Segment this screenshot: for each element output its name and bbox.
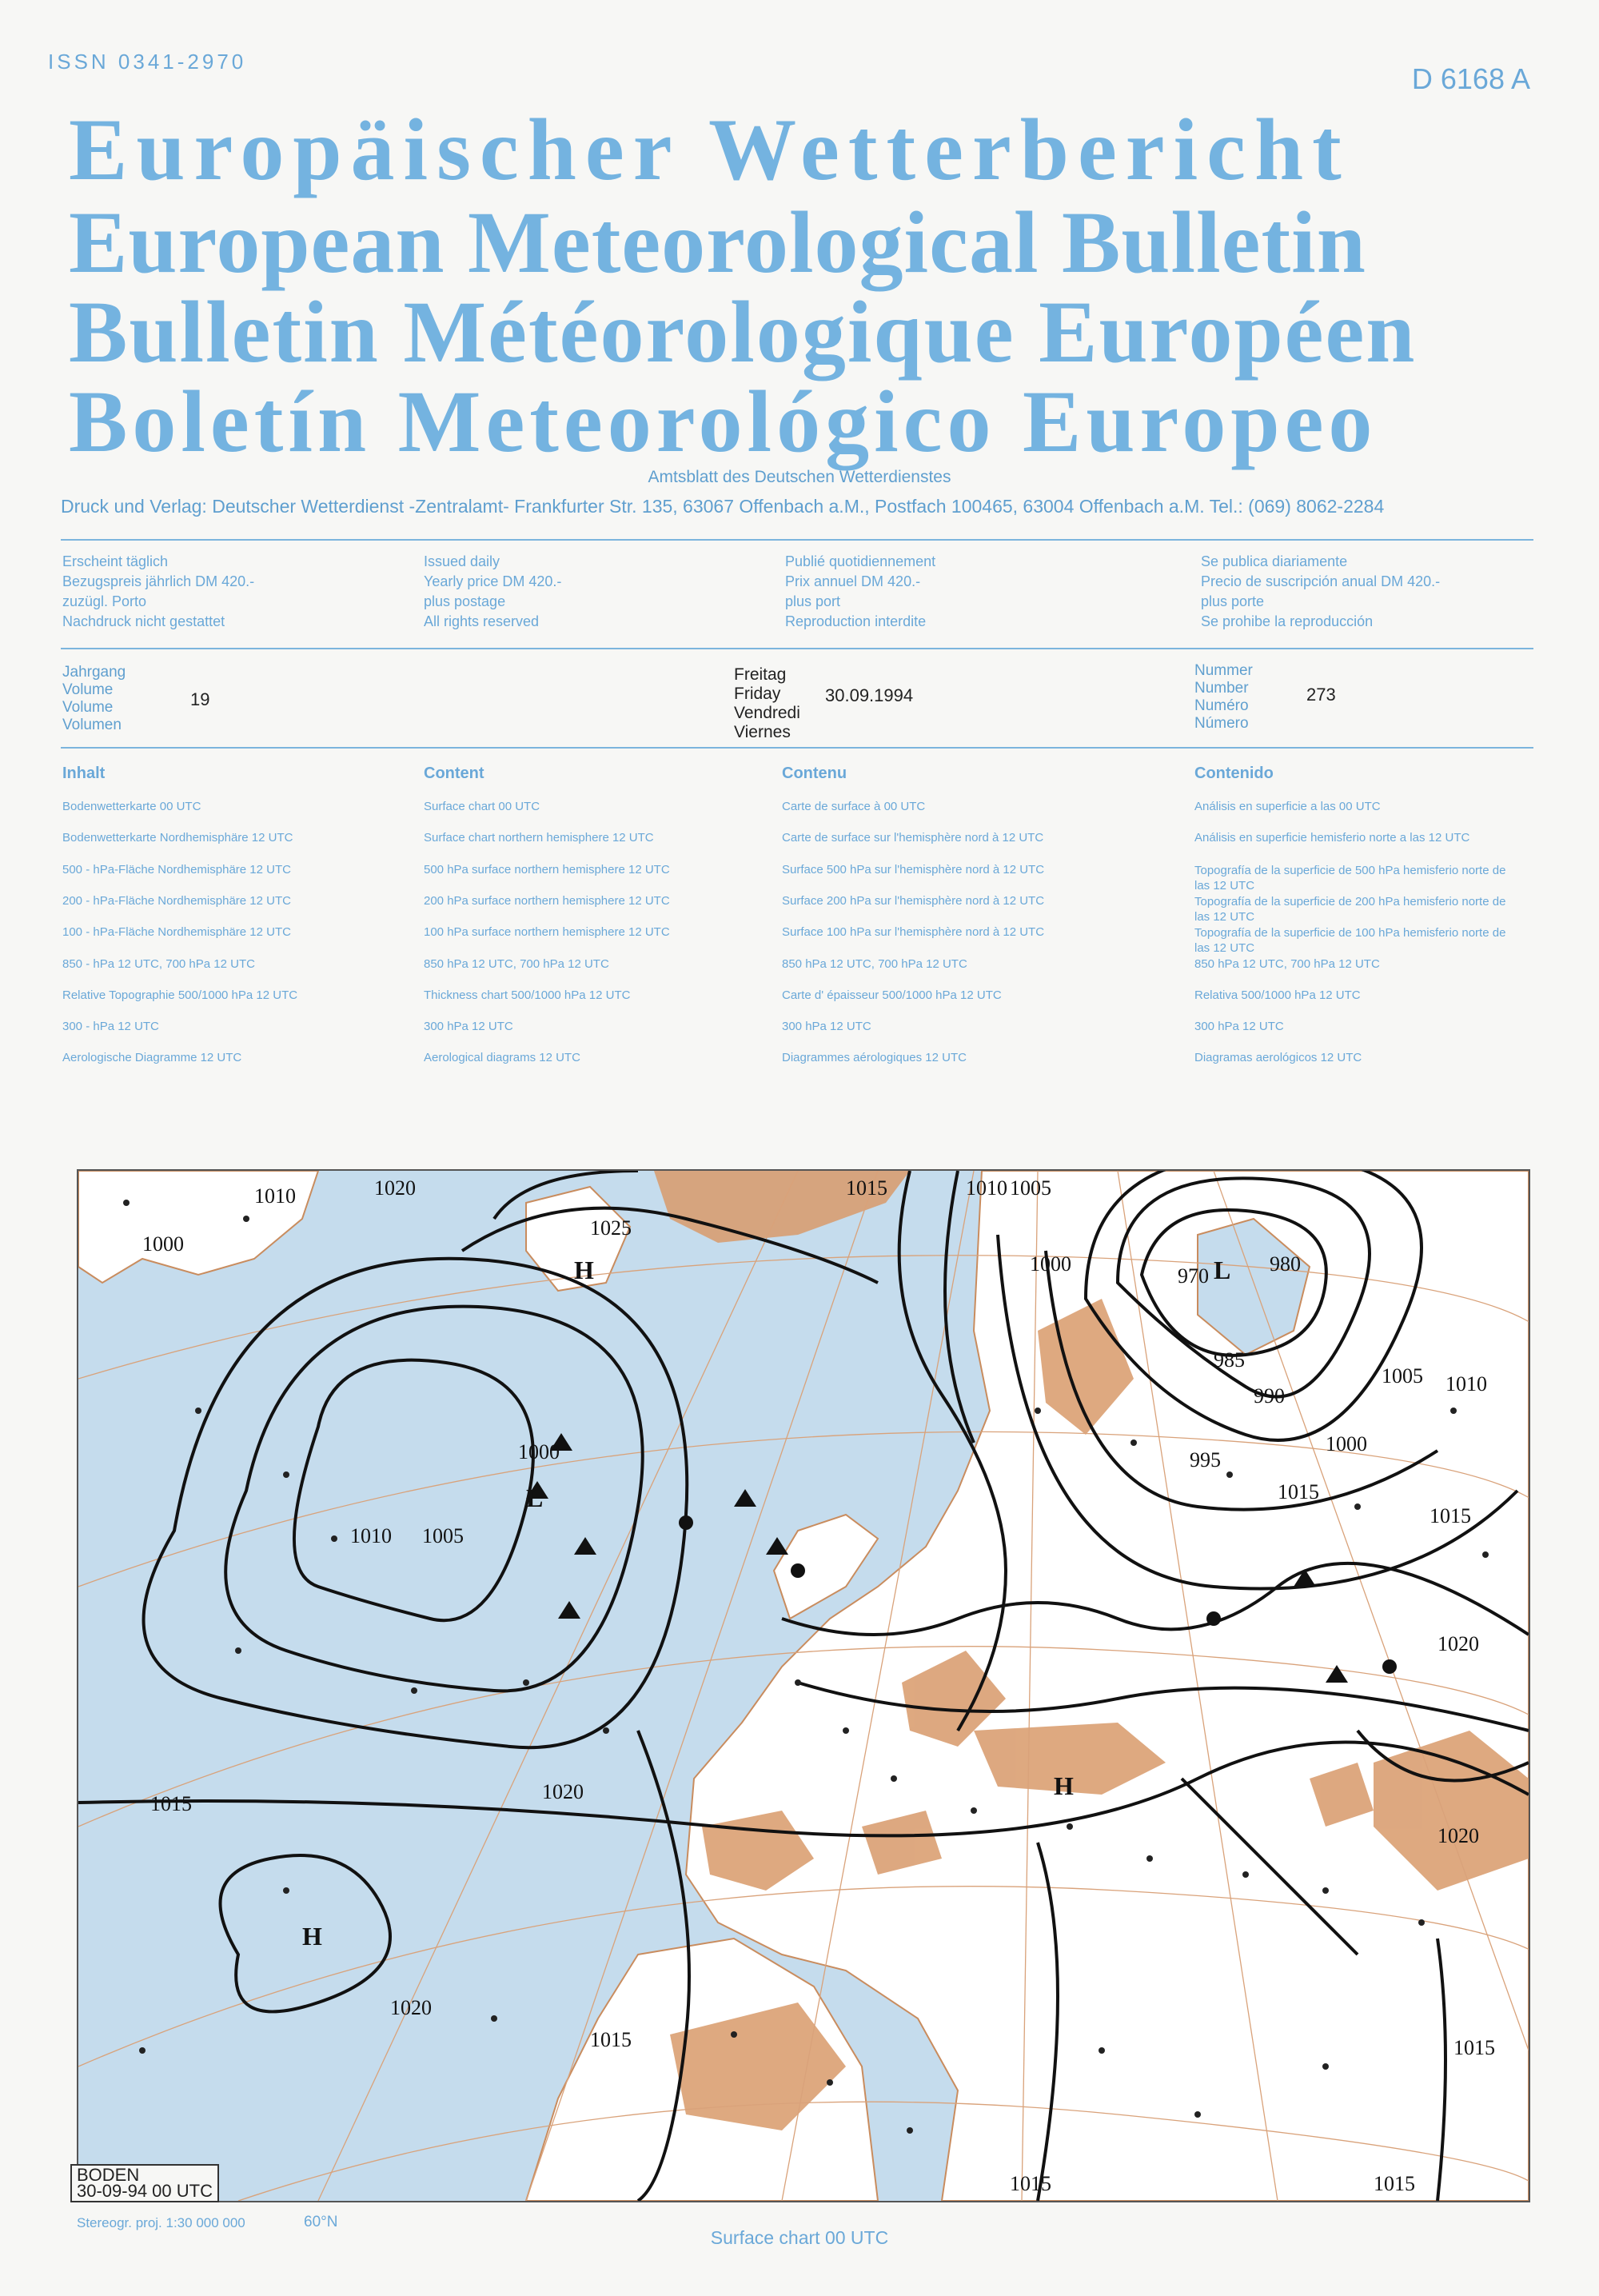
contents-item: 500 hPa surface northern hemisphere 12 UTC xyxy=(424,863,670,876)
isobar-label: 970 xyxy=(1178,1264,1209,1288)
title-spanish: Boletín Meteorológico Europeo xyxy=(69,373,1378,470)
isobar-label: 1010 xyxy=(966,1176,1007,1200)
title-german: Europäischer Wetterbericht xyxy=(69,101,1350,198)
isobar-label: 1005 xyxy=(422,1524,464,1547)
latitude-note: 60°N xyxy=(304,2214,338,2230)
map-stamp-time: 30-09-94 00 UTC xyxy=(77,2181,213,2201)
high-pressure-label: H xyxy=(1054,1771,1074,1800)
amtsblatt-line: Amtsblatt des Deutschen Wetterdienstes xyxy=(648,468,951,486)
pub-line: Yearly price DM 420.- xyxy=(424,573,562,589)
contents-item: 850 hPa 12 UTC, 700 hPa 12 UTC xyxy=(1194,957,1380,971)
number-label: Number xyxy=(1194,680,1249,697)
pub-line: zuzügl. Porto xyxy=(62,593,147,609)
isobar-label: 990 xyxy=(1254,1384,1285,1408)
contents-item: 850 - hPa 12 UTC, 700 hPa 12 UTC xyxy=(62,957,255,971)
contents-item: 850 hPa 12 UTC, 700 hPa 12 UTC xyxy=(424,957,609,971)
contents-item: Carte de surface sur l'hemisphère nord à 12 UTC xyxy=(782,831,1044,845)
isobar-label: 1000 xyxy=(518,1440,560,1463)
contents-item: Topografía de la superficie de 500 hPa hemisferio norte de las 12 UTC xyxy=(1194,864,1506,892)
volume-value: 19 xyxy=(190,689,210,709)
contents-heading-es: Contenido xyxy=(1194,765,1274,782)
number-label: Numéro xyxy=(1194,697,1249,714)
day-label: Freitag xyxy=(734,665,787,684)
number-label: Número xyxy=(1194,715,1249,732)
map-stamp-label: BODEN xyxy=(77,2165,140,2185)
surface-weather-map xyxy=(77,1169,1530,2202)
isobar-label: 1015 xyxy=(1278,1480,1319,1503)
contents-item: Carte de surface à 00 UTC xyxy=(782,800,926,813)
isobar-label: 1015 xyxy=(1374,2172,1415,2195)
isobar-label: 1020 xyxy=(374,1176,416,1200)
day-labels xyxy=(734,665,800,742)
pub-line: plus postage xyxy=(424,593,506,609)
contents-item: Surface 200 hPa sur l'hemisphère nord à 12 UTC xyxy=(782,894,1045,908)
contents-item: 500 - hPa-Fläche Nordhemisphäre 12 UTC xyxy=(62,863,291,876)
isobar-label: 1015 xyxy=(150,1792,192,1815)
contents-heading-de: Inhalt xyxy=(62,765,106,782)
contents-item: Relative Topographie 500/1000 hPa 12 UTC xyxy=(62,988,298,1002)
title-english: European Meteorological Bulletin xyxy=(69,194,1366,291)
contents-item: Diagramas aerológicos 12 UTC xyxy=(1194,1051,1362,1064)
contents-item: Thickness chart 500/1000 hPa 12 UTC xyxy=(424,988,631,1002)
contents-item: 300 - hPa 12 UTC xyxy=(62,1020,159,1033)
isobar-label: 995 xyxy=(1190,1448,1221,1471)
contents-item: Topografía de la superficie de 100 hPa hemisferio norte de las 12 UTC xyxy=(1194,926,1506,955)
contents-item: 300 hPa 12 UTC xyxy=(424,1020,513,1033)
contents-item: Aerologische Diagramme 12 UTC xyxy=(62,1051,242,1064)
contents-item: Aerological diagrams 12 UTC xyxy=(424,1051,580,1064)
contents-item: Surface 500 hPa sur l'hemisphère nord à 12 UTC xyxy=(782,863,1045,876)
number-labels xyxy=(1194,662,1253,733)
divider xyxy=(61,648,1533,649)
isobar-label: 1015 xyxy=(590,2028,632,2051)
contents-item: 300 hPa 12 UTC xyxy=(1194,1020,1284,1033)
pub-line: All rights reserved xyxy=(424,613,540,629)
contents-item: Topografía de la superficie de 200 hPa hemisferio norte de las 12 UTC xyxy=(1194,895,1506,924)
map-caption: Surface chart 00 UTC xyxy=(710,2227,889,2248)
isobar-label: 1025 xyxy=(590,1216,632,1240)
contents-item: 200 hPa surface northern hemisphere 12 UTC xyxy=(424,894,670,908)
isobar-label: 1015 xyxy=(1010,2172,1051,2195)
contents-item: Diagrammes aérologiques 12 UTC xyxy=(782,1051,967,1064)
low-pressure-label: L xyxy=(1214,1256,1231,1284)
pub-line: plus porte xyxy=(1201,593,1265,609)
pub-line: Se publica diariamente xyxy=(1201,553,1348,569)
day-label: Vendredi xyxy=(734,704,800,722)
contents-item: Análisis en superficie a las 00 UTC xyxy=(1194,800,1381,813)
isobar-label: 1015 xyxy=(1430,1504,1471,1527)
isobar-label: 1010 xyxy=(350,1524,392,1547)
contents-item: 100 hPa surface northern hemisphere 12 UTC xyxy=(424,925,670,939)
isobar-label: 1015 xyxy=(846,1176,887,1200)
weather-map-graphic xyxy=(78,1171,1529,2201)
isobar-label: 1000 xyxy=(1030,1252,1071,1276)
isobar-label: 1005 xyxy=(1382,1364,1423,1388)
isobar-label: 1010 xyxy=(254,1184,296,1208)
issn-number: ISSN 0341-2970 xyxy=(48,50,247,74)
volume-label: Jahrgang xyxy=(62,664,126,681)
day-label: Viernes xyxy=(734,723,791,741)
isobar-label: 1020 xyxy=(1438,1632,1479,1655)
publication-info-de xyxy=(62,552,254,632)
publication-info-es xyxy=(1201,552,1440,632)
isobar-label: 980 xyxy=(1270,1252,1301,1276)
isobar-label: 985 xyxy=(1214,1348,1245,1372)
publication-info-fr xyxy=(785,552,935,632)
issue-number: 273 xyxy=(1306,685,1336,705)
contents-item: Carte d' épaisseur 500/1000 hPa 12 UTC xyxy=(782,988,1002,1002)
pub-line: Publié quotidiennement xyxy=(785,553,936,569)
isobar-label: 1000 xyxy=(142,1232,184,1256)
isobar-label: 1005 xyxy=(1010,1176,1051,1200)
contents-item: Surface chart 00 UTC xyxy=(424,800,540,813)
contents-item: 100 - hPa-Fläche Nordhemisphäre 12 UTC xyxy=(62,925,291,939)
map-stamp xyxy=(70,2164,219,2202)
contents-item: Análisis en superficie hemisferio norte a las 12 UTC xyxy=(1194,831,1470,845)
volume-label: Volumen xyxy=(62,717,122,733)
title-french: Bulletin Météorologique Européen xyxy=(69,283,1417,381)
contents-heading-fr: Contenu xyxy=(782,765,847,782)
contents-list-en xyxy=(424,800,776,1072)
isobar-label: 1020 xyxy=(1438,1824,1479,1847)
isobar-label: 1000 xyxy=(1326,1432,1367,1455)
contents-item: Bodenwetterkarte 00 UTC xyxy=(62,800,201,813)
high-pressure-label: H xyxy=(302,1922,322,1951)
divider xyxy=(61,747,1533,749)
publication-info-en xyxy=(424,552,561,632)
issue-date: 30.09.1994 xyxy=(825,685,914,705)
projection-note: Stereogr. proj. 1:30 000 000 xyxy=(77,2215,245,2230)
pub-line: plus port xyxy=(785,593,841,609)
volume-label: Volume xyxy=(62,699,114,716)
pub-line: Erscheint täglich xyxy=(62,553,169,569)
day-label: Friday xyxy=(734,685,781,703)
number-label: Nummer xyxy=(1194,662,1253,679)
contents-heading-en: Content xyxy=(424,765,484,782)
volume-label: Volume xyxy=(62,681,114,698)
contents-item: 300 hPa 12 UTC xyxy=(782,1020,871,1033)
pub-line: Bezugspreis jährlich DM 420.- xyxy=(62,573,255,589)
contents-item: Relativa 500/1000 hPa 12 UTC xyxy=(1194,988,1361,1002)
isobar-label: 1015 xyxy=(1453,2036,1495,2059)
publication-code: D 6168 A xyxy=(1411,62,1530,95)
pub-line: Nachdruck nicht gestattet xyxy=(62,613,225,629)
contents-list-es xyxy=(1194,800,1530,1072)
low-pressure-label: L xyxy=(526,1483,544,1512)
contents-item: 850 hPa 12 UTC, 700 hPa 12 UTC xyxy=(782,957,967,971)
contents-item: 200 - hPa-Fläche Nordhemisphäre 12 UTC xyxy=(62,894,291,908)
pub-line: Precio de suscripción anual DM 420.- xyxy=(1201,573,1441,589)
contents-item: Surface chart northern hemisphere 12 UTC xyxy=(424,831,654,845)
isobar-label: 1020 xyxy=(542,1780,584,1803)
pub-line: Issued daily xyxy=(424,553,500,569)
contents-item: Bodenwetterkarte Nordhemisphäre 12 UTC xyxy=(62,831,293,845)
divider xyxy=(61,539,1533,541)
contents-list-de xyxy=(62,800,414,1072)
contents-item: Surface 100 hPa sur l'hemisphère nord à 12 UTC xyxy=(782,925,1045,939)
isobar-label: 1020 xyxy=(390,1996,432,2019)
isobar-label: 1010 xyxy=(1445,1372,1487,1396)
pub-line: Prix annuel DM 420.- xyxy=(785,573,921,589)
high-pressure-label: H xyxy=(574,1256,594,1284)
contents-list-fr xyxy=(782,800,1182,1072)
pub-line: Reproduction interdite xyxy=(785,613,927,629)
publisher-address: Druck und Verlag: Deutscher Wetterdienst -Zentralamt- Frankfurter Str. 135, 63067 Offenbach a.M., Postfach 100465, 63004 Offenbach a.M. Tel.: (069) 8062-2284 xyxy=(61,496,1385,517)
volume-labels xyxy=(62,664,126,734)
pub-line: Se prohibe la reproducción xyxy=(1201,613,1374,629)
